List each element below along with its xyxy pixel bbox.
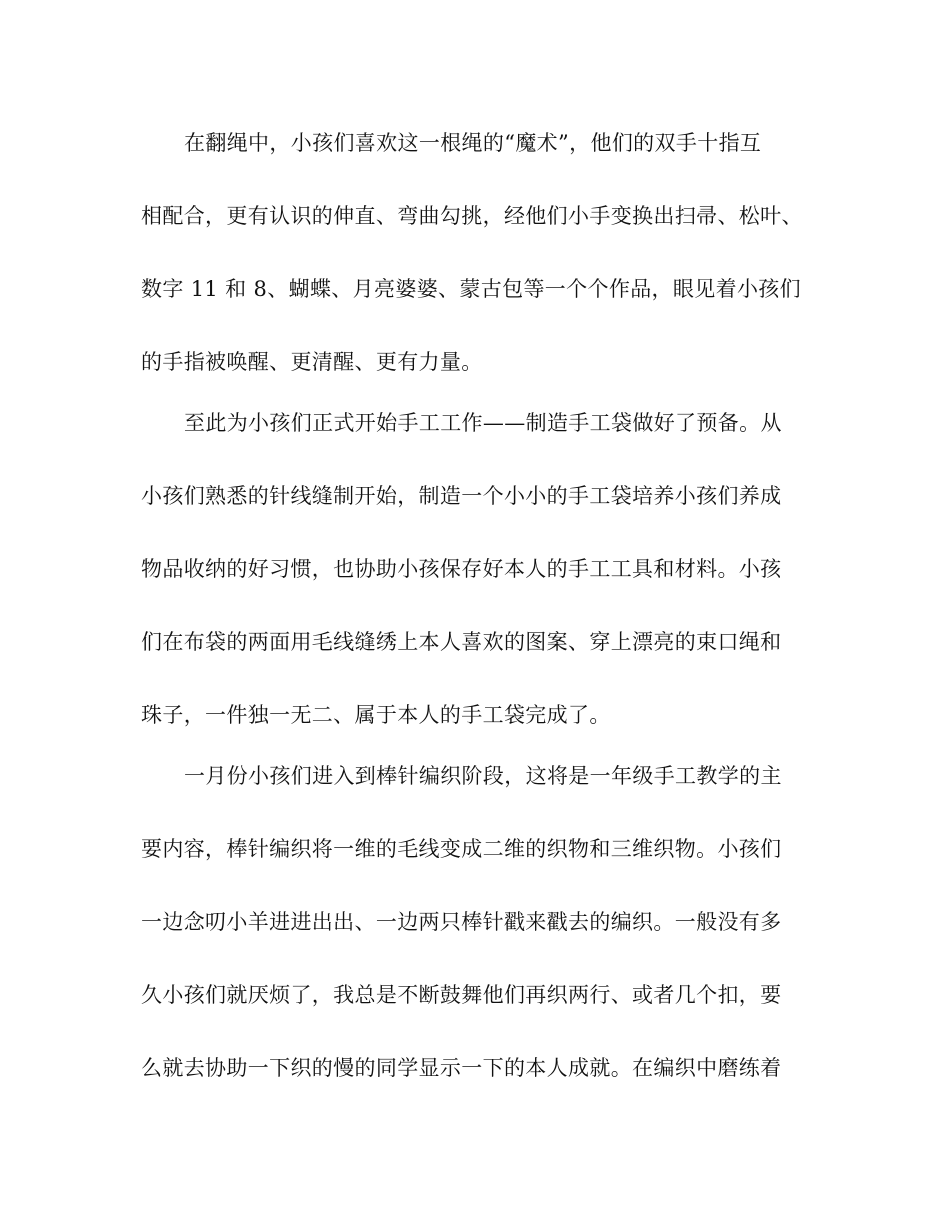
paragraph-3-line-3: 一边念叨小羊进进出出、一边两只棒针戳来戳去的编织。一般没有多 <box>141 910 782 934</box>
paragraph-1-line-3: 数字 11 和 8、蝴蝶、月亮婆婆、蒙古包等一个个作品，眼见着小孩们 <box>141 277 802 301</box>
paragraph-2-line-1: 至此为小孩们正式开始手工工作——制造手工袋做好了预备。从 <box>184 411 782 435</box>
paragraph-1-line-2: 相配合，更有认识的伸直、弯曲勾挑，经他们小手变换出扫帚、松叶、 <box>141 204 803 228</box>
paragraph-1-line-4: 的手指被唤醒、更清醒、更有力量。 <box>141 350 483 374</box>
paragraph-2-line-3: 物品收纳的好习惯，也协助小孩保存好本人的手工工具和材料。小孩 <box>141 557 782 581</box>
paragraph-3-line-5: 么就去协助一下织的慢的同学显示一下的本人成就。在编织中磨练着 <box>141 1056 782 1080</box>
paragraph-3-line-2: 要内容，棒针编织将一维的毛线变成二维的织物和三维织物。小孩们 <box>141 837 782 861</box>
paragraph-2-line-5: 珠子，一件独一无二、属于本人的手工袋完成了。 <box>141 703 611 727</box>
paragraph-2-line-2: 小孩们熟悉的针线缝制开始，制造一个小小的手工袋培养小孩们养成 <box>141 484 782 508</box>
paragraph-2-line-4: 们在布袋的两面用毛线缝绣上本人喜欢的图案、穿上漂亮的束口绳和 <box>141 630 782 654</box>
paragraph-3-line-4: 久小孩们就厌烦了，我总是不断鼓舞他们再织两行、或者几个扣，要 <box>141 983 782 1007</box>
paragraph-3-line-1: 一月份小孩们进入到棒针编织阶段，这将是一年级手工教学的主 <box>184 764 782 788</box>
paragraph-1-line-1: 在翻绳中，小孩们喜欢这一根绳的“魔术”，他们的双手十指互 <box>184 131 762 155</box>
